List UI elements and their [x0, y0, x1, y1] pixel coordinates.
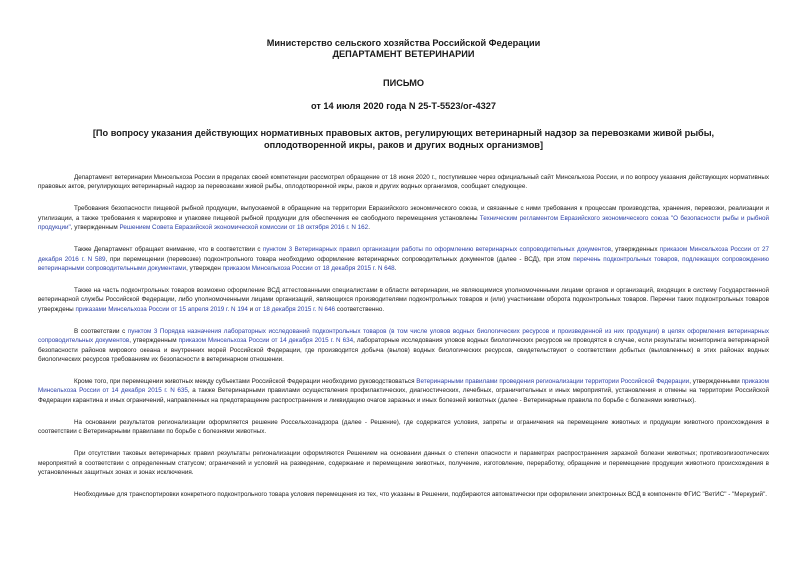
ministry-name: Министерство сельского хозяйства Российской Федерации — [266, 38, 541, 48]
paragraph — [38, 245, 769, 273]
paragraph-text: соответственно. — [335, 305, 385, 313]
paragraph — [38, 449, 769, 477]
document-subject: [По вопросу указания действующих нормативных правовых актов, регулирующих ветеринарный надзор за перевозками живой рыбы, оплодотворенной икры, раков и других водных организмов] — [92, 128, 715, 150]
paragraph-text: Кроме того, при перемещении животных между субъектами Российской Федерации необходимо руководствоваться — [74, 378, 417, 386]
paragraph — [38, 377, 769, 405]
paragraph — [38, 173, 769, 192]
paragraph — [38, 418, 769, 437]
document-link[interactable]: пунктом 3 Ветеринарных правил организации работы по оформлению ветеринарных сопроводительных документов — [262, 246, 612, 254]
document-link[interactable]: Ветеринарными правилами проведения регионализации территории Российской Федерации — [416, 378, 690, 386]
paragraph-text: Требования безопасности пищевой рыбной продукции, выпускаемой в обращение на территории Евразийского экономического союза, и связанные с ними требования к процессам производства, хранения, перевозки, реализации и утилизации, а также требования к маркировке и упаковке пищевой рыбной продукции для обеспечения ее свободного перемещения установлены — [38, 205, 769, 222]
paragraph-text: , утвержденным — [70, 224, 120, 232]
document-link[interactable]: приказом Минсельхоза России от 18 декабря 2015 г. N 648 — [222, 265, 395, 273]
paragraph-text: Также на часть подконтрольных товаров возможно оформление ВСД аттестованными специалистами в области ветеринарии, не являющимися уполномоченными лицами органов и организаций, входящих в систему Государственной ветеринарной службы Российской Федерации, либо уполномоченными лицами организаций, являющихся производителями подконтрольных товаров и (или) участниками оборота подконтрольных товаров. Перечни таких подконтрольных товаров утверждены — [38, 287, 769, 313]
document-link[interactable]: перечень подконтрольных товаров, подлежащих сопровождению ветеринарными сопроводительными документами — [38, 255, 769, 273]
paragraph — [38, 286, 769, 314]
document-link[interactable]: приказами Минсельхоза России от 15 апреля 2019 г. N 194 — [75, 305, 248, 313]
document-link[interactable]: приказом Минсельхоза России от 27 декабря 2016 г. N 589 — [38, 246, 769, 263]
paragraph-text: Департамент ветеринарии Минсельхоза России в пределах своей компетенции рассмотрел обращение от 18 июня 2020 г., поступившее через официальный сайт Минсельхоза России, и по вопросу указания действующих нормативных правовых актов, регулирующих ветеринарный надзор за перевозками живой рыбы, оплодотворенной икры, раков и других водных организмов, сообщает следующее. — [38, 174, 769, 191]
paragraph-text: , утвержден — [186, 265, 223, 273]
paragraph-text: , утвержденных — [611, 246, 660, 254]
paragraph-text: , лабораторные исследования уловов водных биологических ресурсов не проводятся в случае, если результаты мониторинга ветеринарной безопасности районов мирового океана и внутренних морей Российской Федерации, где производится добыча (вылов) водных биологических ресурсов, свидетельствуют о соответствии добытых (выловленных) в этих районах водных биологических ресурсов требованиям их безопасности в ветеринарном отношении. — [38, 337, 769, 364]
paragraph-text: При отсутствии таковых ветеринарных правил результаты регионализации оформляются Решением на основании данных о степени опасности и параметрах распространения заразной болезни животных; противоэпизоотических мероприятий в соответствии с определенным статусом; ограничений и условий на разведение, содержание и перемещение животных, получение, изготовление, переработку, обращение и перемещение продукции животного происхождения в установленных защитных зонах и зонах исключения. — [38, 450, 769, 477]
paragraph-text: На основании результатов регионализации оформляется решение Россельхознадзора (далее - Решение), где содержатся условия, запреты и ограничения на перемещение животных и продукции животного происхождения в соответствии с Ветеринарными правилами по борьбе с болезнями животных. — [38, 418, 769, 436]
document-link[interactable]: приказом Минсельхоза России от 14 декабря 2015 г. N 634 — [178, 337, 354, 345]
document-date-number: от 14 июля 2020 года N 25-Т-5523/ог-4327 — [311, 101, 496, 111]
document-link[interactable]: пунктом 3 Порядка назначения лабораторных исследований подконтрольных товаров (в том числе уловов водных биологических ресурсов и произведенной из них продукции) в целях оформления ветеринарных сопроводительных документов — [38, 327, 769, 345]
paragraph-text: , утвержденным — [129, 337, 179, 345]
document-link[interactable]: Техническим регламентом Евразийского экономического союза "О безопасности рыбы и рыбной продукции" — [38, 214, 769, 232]
paragraph — [38, 327, 769, 365]
paragraph-text: , утвержденными — [689, 378, 742, 386]
document-link[interactable]: от 18 декабря 2015 г. N 646 — [254, 305, 336, 313]
document-body — [38, 173, 769, 500]
document-link[interactable]: приказом Минсельхоза России от 14 декабря 2015 г. N 635 — [38, 378, 769, 395]
paragraph — [38, 204, 769, 232]
paragraph — [38, 490, 769, 499]
document-type: ПИСЬМО — [382, 78, 425, 88]
paragraph-text: Также Департамент обращает внимание, что в соответствии с — [74, 246, 263, 254]
document-link[interactable]: Решением Совета Евразийской экономической комиссии от 18 октября 2016 г. N 162 — [119, 224, 369, 232]
paragraph-text: , а также Ветеринарными правилами осуществления профилактических, диагностических, лечебных, ограничительных и иных мероприятий, установления и отмены на территории Российской Федерации карантина и иных ограничений, направленных на предотвращение распространения и ликвидацию очагов заразных и иных болезней животных (далее - Ветеринарные правила по борьбе с болезнями животных). — [38, 387, 769, 404]
paragraph-text: и — [247, 305, 255, 313]
paragraph-text: В соответствии с — [74, 327, 128, 335]
paragraph-text: Необходимые для транспортировки конкретного подконтрольного товара условия перемещения из тех, что указаны в Решении, подбираются автоматически при оформлении электронных ВСД в компоненте ФГИС "ВетИС" - "Меркурий". — [74, 491, 768, 499]
department-name: ДЕПАРТАМЕНТ ВЕТЕРИНАРИИ — [332, 49, 475, 59]
paragraph-text: . — [394, 265, 397, 273]
paragraph-text: , при перемещении (перевозке) подконтрольного товара необходимо оформление ветеринарных сопроводительных документов (далее - ВСД), при этом — [105, 255, 574, 263]
paragraph-text: . — [368, 224, 370, 232]
